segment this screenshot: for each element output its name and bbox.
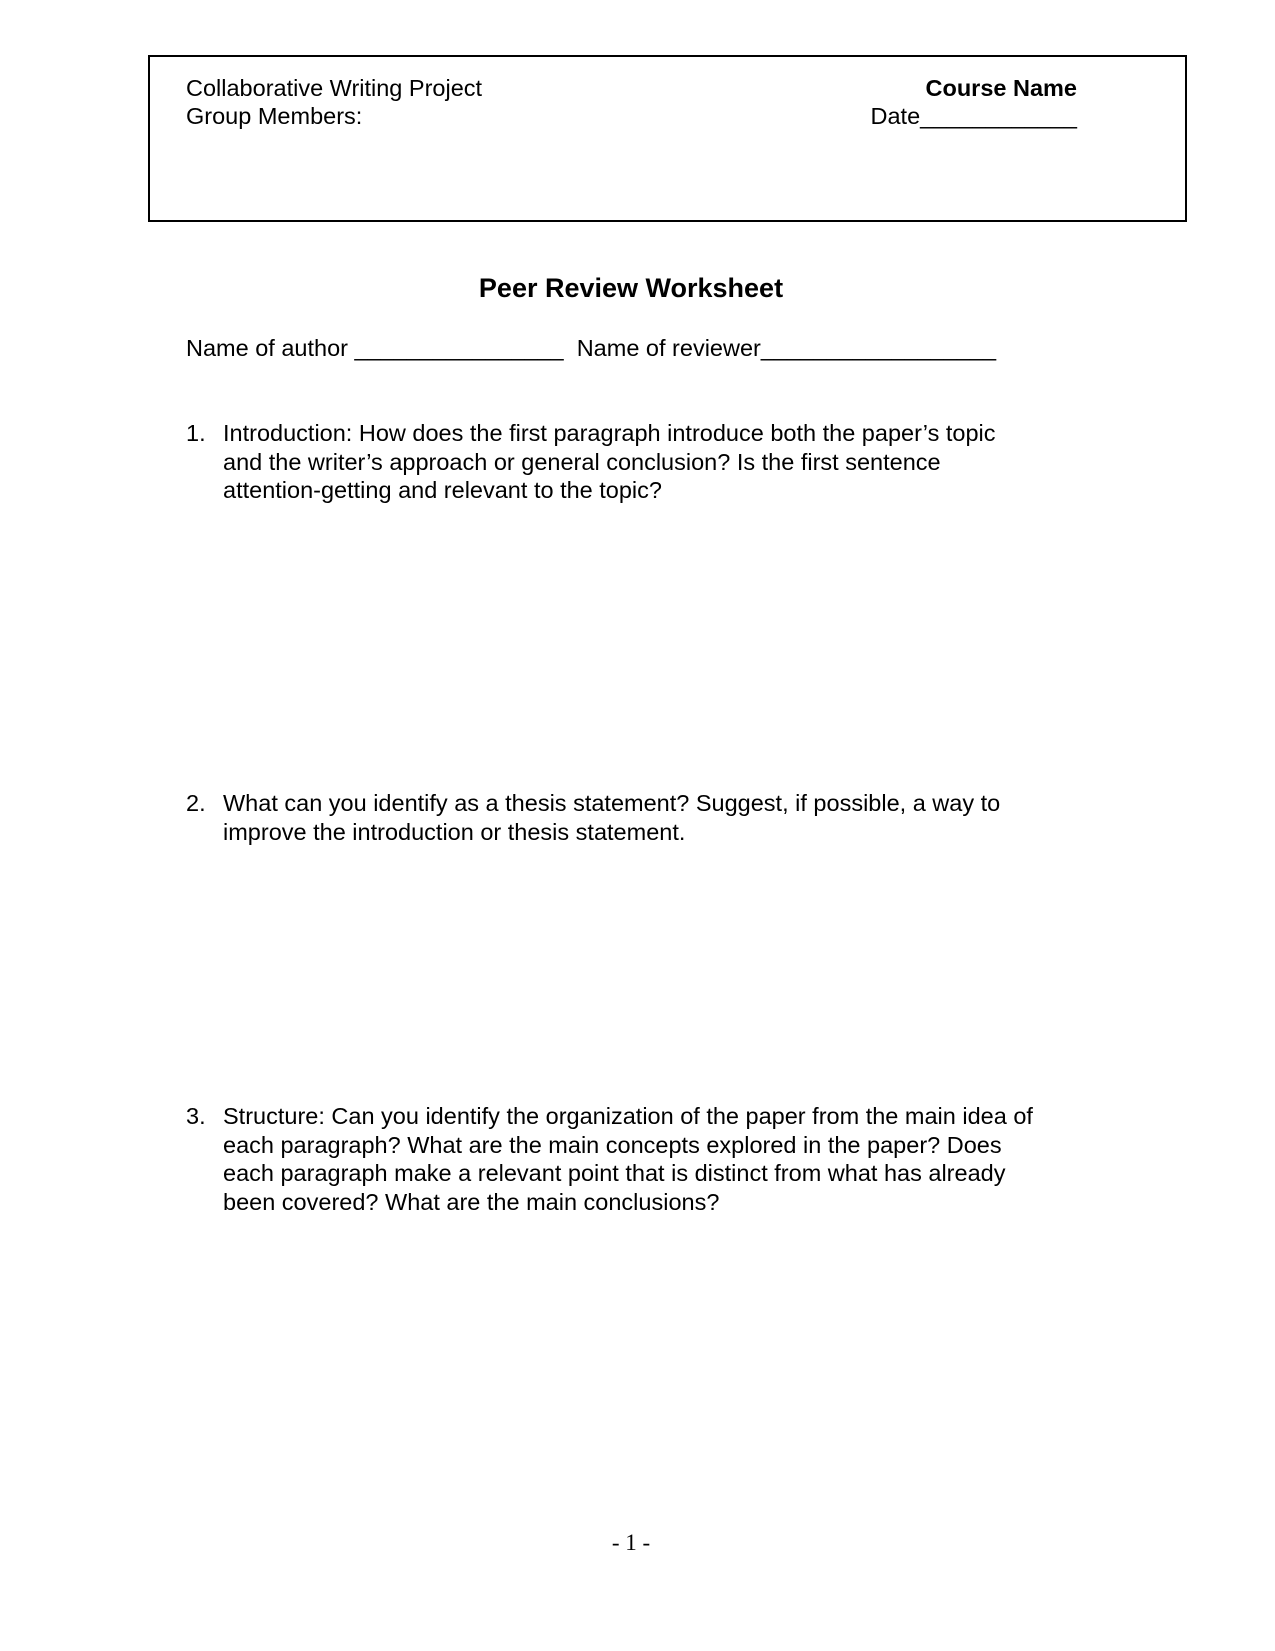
page-title: Peer Review Worksheet bbox=[478, 273, 784, 303]
question-line: improve the introduction or thesis statement. bbox=[223, 818, 686, 845]
reviewer-label: Name of reviewer bbox=[576, 335, 761, 361]
author-blank[interactable]: ________________ bbox=[354, 335, 564, 361]
author-label: Name of author bbox=[186, 335, 348, 361]
question-3-text bbox=[223, 1102, 1083, 1217]
question-1-number: 1. bbox=[186, 420, 206, 446]
reviewer-blank[interactable]: __________________ bbox=[760, 335, 997, 361]
date-blank[interactable]: ____________ bbox=[920, 103, 1077, 129]
question-line: each paragraph make a relevant point that is distinct from what has already bbox=[223, 1160, 1006, 1187]
group-members-label: Group Members: bbox=[186, 103, 363, 129]
course-name: Course Name bbox=[925, 75, 1077, 101]
question-3-answer-area[interactable] bbox=[186, 1225, 1086, 1505]
question-line: been covered? What are the main conclusions? bbox=[223, 1189, 720, 1216]
question-3-number: 3. bbox=[186, 1103, 206, 1129]
question-line: and the writer’s approach or general conclusion? Is the first sentence bbox=[223, 448, 941, 475]
page-number: - 1 - bbox=[611, 1530, 651, 1555]
question-1-text bbox=[223, 419, 1083, 505]
date-label: Date bbox=[870, 103, 921, 129]
question-2-number: 2. bbox=[186, 790, 206, 816]
project-title: Collaborative Writing Project bbox=[186, 75, 483, 101]
question-line: What can you identify as a thesis statement? Suggest, if possible, a way to bbox=[223, 790, 1001, 816]
question-line: Structure: Can you identify the organization of the paper from the main idea of bbox=[223, 1103, 1033, 1129]
names-row bbox=[186, 334, 996, 363]
date-field[interactable] bbox=[857, 102, 1077, 131]
question-line: Introduction: How does the first paragraph introduce both the paper’s topic bbox=[223, 420, 996, 446]
question-line: attention-getting and relevant to the topic? bbox=[223, 477, 662, 504]
question-2-text bbox=[223, 789, 1083, 846]
question-2-answer-area[interactable] bbox=[186, 852, 1086, 1092]
question-1-answer-area[interactable] bbox=[186, 510, 1086, 780]
question-line: each paragraph? What are the main concepts explored in the paper? Does bbox=[223, 1131, 1002, 1158]
